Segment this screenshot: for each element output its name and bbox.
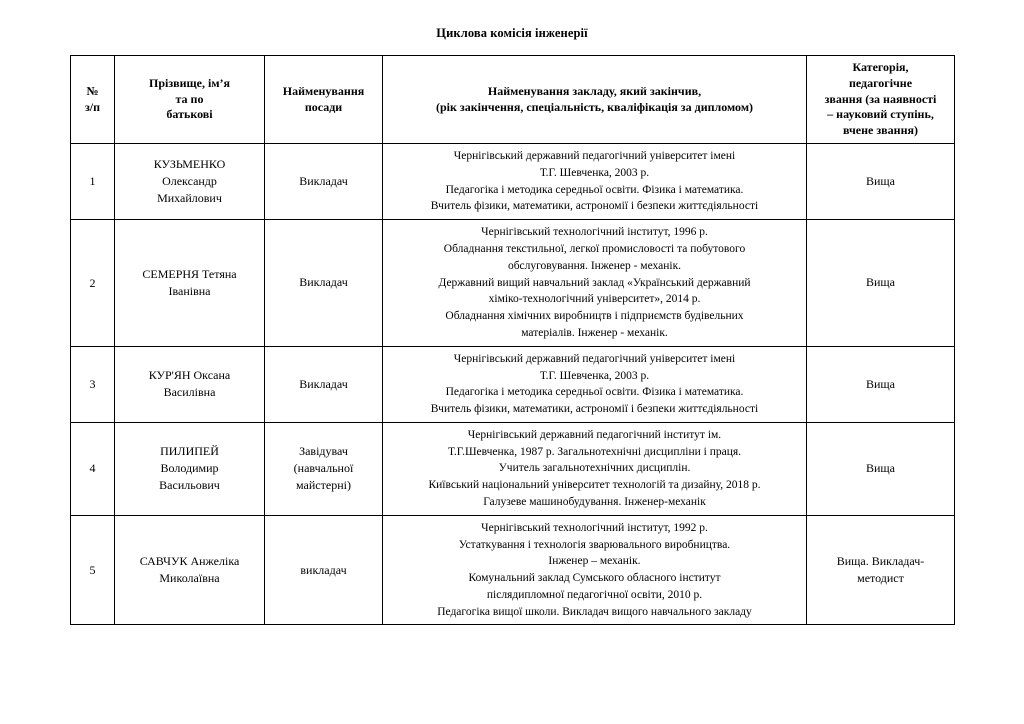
header-line: – науковий ступінь, bbox=[827, 107, 934, 122]
education-line: Інженер – механік. bbox=[548, 555, 641, 568]
name-line: КУР'ЯН Оксана bbox=[148, 368, 231, 383]
row-category bbox=[807, 515, 955, 625]
table-row bbox=[71, 346, 955, 422]
education-line: Державний вищий навчальний заклад «Український державний bbox=[438, 276, 751, 289]
header-line: педагогічне bbox=[848, 75, 913, 90]
row-number: 1 bbox=[71, 144, 115, 220]
row-fullname bbox=[115, 346, 265, 422]
education-line: Обладнання текстильної, легкої промисловості та побутового bbox=[443, 243, 746, 256]
name-line: Михайлович bbox=[157, 191, 222, 206]
row-education bbox=[383, 346, 807, 422]
header-line: з/п bbox=[84, 99, 101, 114]
header-line: Категорія, bbox=[852, 60, 909, 74]
header-line: Найменування bbox=[282, 83, 365, 98]
name-line: Володимир bbox=[160, 461, 219, 476]
position-line: Викладач bbox=[299, 275, 348, 290]
row-education bbox=[383, 144, 807, 220]
table-row bbox=[71, 422, 955, 515]
staff-table bbox=[70, 55, 955, 625]
row-position bbox=[265, 515, 383, 625]
row-number: 5 bbox=[71, 515, 115, 625]
row-education bbox=[383, 220, 807, 346]
education-line: Галузеве машинобудування. Інженер-механік bbox=[483, 495, 706, 508]
row-category bbox=[807, 144, 955, 220]
column-header-fullname bbox=[115, 56, 265, 144]
row-fullname bbox=[115, 422, 265, 515]
education-line: матеріалів. Інженер - механік. bbox=[521, 326, 668, 339]
education-line: післядипломної педагогічної освіти, 2010 р. bbox=[486, 588, 703, 601]
row-position bbox=[265, 144, 383, 220]
education-line: Чернігівський державний педагогічний університет імені bbox=[453, 150, 736, 163]
education-line: Устаткування і технологія зварювального виробництва. bbox=[458, 538, 731, 551]
header-line: № bbox=[86, 83, 99, 98]
position-line: викладач bbox=[300, 562, 347, 577]
category-line: Вища bbox=[866, 461, 895, 476]
name-line: КУЗЬМЕНКО bbox=[153, 157, 226, 172]
header-line: вчене звання) bbox=[843, 123, 918, 138]
education-line: Обладнання хімічних виробництв і підприємств будівельних bbox=[445, 310, 744, 323]
column-header-number bbox=[71, 56, 115, 144]
category-line: методист bbox=[857, 571, 904, 586]
header-line: посади bbox=[304, 99, 343, 114]
education-line: Учитель загальнотехнічних дисциплін. bbox=[498, 462, 691, 475]
name-line: СЕМЕРНЯ Тетяна bbox=[142, 266, 237, 281]
row-number: 2 bbox=[71, 220, 115, 346]
education-line: Педагогіка і методика середньої освіти. Фізика і математика. bbox=[445, 183, 744, 196]
name-line: Васильович bbox=[159, 478, 220, 493]
category-line: Вища bbox=[866, 174, 895, 189]
education-line: Чернігівський державний педагогічний інститут ім. bbox=[467, 428, 722, 441]
header-line: Найменування закладу, який закінчив, bbox=[487, 83, 702, 98]
name-line: Василівна bbox=[163, 385, 216, 400]
education-line: Чернігівський технологічний інститут, 1992 р. bbox=[481, 521, 708, 534]
name-line: Олександр bbox=[162, 174, 217, 189]
row-category bbox=[807, 422, 955, 515]
table-header bbox=[71, 56, 955, 144]
name-line: Іванівна bbox=[168, 284, 211, 298]
row-education bbox=[383, 515, 807, 625]
row-number: 4 bbox=[71, 422, 115, 515]
category-line: Вища bbox=[866, 275, 895, 290]
position-line: (навчальної bbox=[293, 461, 354, 476]
table-body bbox=[71, 144, 955, 625]
header-line: звання (за наявності bbox=[824, 91, 937, 106]
table-row bbox=[71, 220, 955, 346]
education-line: Вчитель фізики, математики, астрономії і безпеки життєдіяльності bbox=[430, 200, 759, 213]
position-line: майстерні) bbox=[296, 478, 351, 493]
header-line: Прізвище, ім’я bbox=[148, 75, 230, 90]
category-line: Вища bbox=[866, 376, 895, 391]
row-education bbox=[383, 422, 807, 515]
header-line: (рік закінчення, спеціальність, кваліфікація за дипломом) bbox=[436, 99, 753, 114]
education-line: Чернігівський технологічний інститут, 1996 р. bbox=[481, 226, 708, 239]
education-line: Педагогіка вищої школи. Викладач вищого навчального закладу bbox=[437, 605, 752, 618]
row-fullname bbox=[115, 144, 265, 220]
position-line: Викладач bbox=[299, 174, 348, 189]
education-line: Чернігівський державний педагогічний університет імені bbox=[453, 352, 736, 365]
position-line: Викладач bbox=[299, 376, 348, 391]
education-line: Т.Г. Шевченка, 2003 р. bbox=[539, 369, 650, 382]
name-line: ПИЛИПЕЙ bbox=[160, 444, 219, 459]
education-line: Т.Г. Шевченка, 2003 р. bbox=[539, 166, 650, 179]
row-number: 3 bbox=[71, 346, 115, 422]
row-position bbox=[265, 422, 383, 515]
column-header-education bbox=[383, 56, 807, 144]
header-line: батькові bbox=[166, 107, 213, 122]
row-category bbox=[807, 346, 955, 422]
education-line: хіміко-технологічний університет», 2014 р. bbox=[488, 293, 701, 306]
row-category bbox=[807, 220, 955, 346]
name-line: САВЧУК Анжеліка bbox=[139, 554, 240, 569]
row-fullname bbox=[115, 515, 265, 625]
header-line: та по bbox=[175, 91, 204, 106]
category-line: Вища. Викладач- bbox=[836, 554, 925, 569]
education-line: обслуговування. Інженер - механік. bbox=[507, 259, 682, 272]
column-header-category bbox=[807, 56, 955, 144]
row-position bbox=[265, 220, 383, 346]
table-header-row bbox=[71, 56, 955, 144]
table-row bbox=[71, 144, 955, 220]
column-header-position bbox=[265, 56, 383, 144]
education-line: Київський національний університет технологій та дизайну, 2018 р. bbox=[428, 479, 761, 492]
education-line: Педагогіка і методика середньої освіти. Фізика і математика. bbox=[445, 386, 744, 399]
education-line: Т.Г.Шевченка, 1987 р. Загальнотехнічні дисципліни і праця. bbox=[447, 445, 742, 458]
page-title: Циклова комісія інженерії bbox=[436, 26, 588, 40]
position-line: Завідувач bbox=[299, 444, 348, 459]
table-row bbox=[71, 515, 955, 625]
education-line: Вчитель фізики, математики, астрономії і безпеки життєдіяльності bbox=[430, 403, 759, 416]
education-line: Комунальний заклад Сумського обласного інститут bbox=[468, 572, 721, 585]
row-fullname bbox=[115, 220, 265, 346]
name-line: Миколаївна bbox=[159, 571, 220, 586]
row-position bbox=[265, 346, 383, 422]
